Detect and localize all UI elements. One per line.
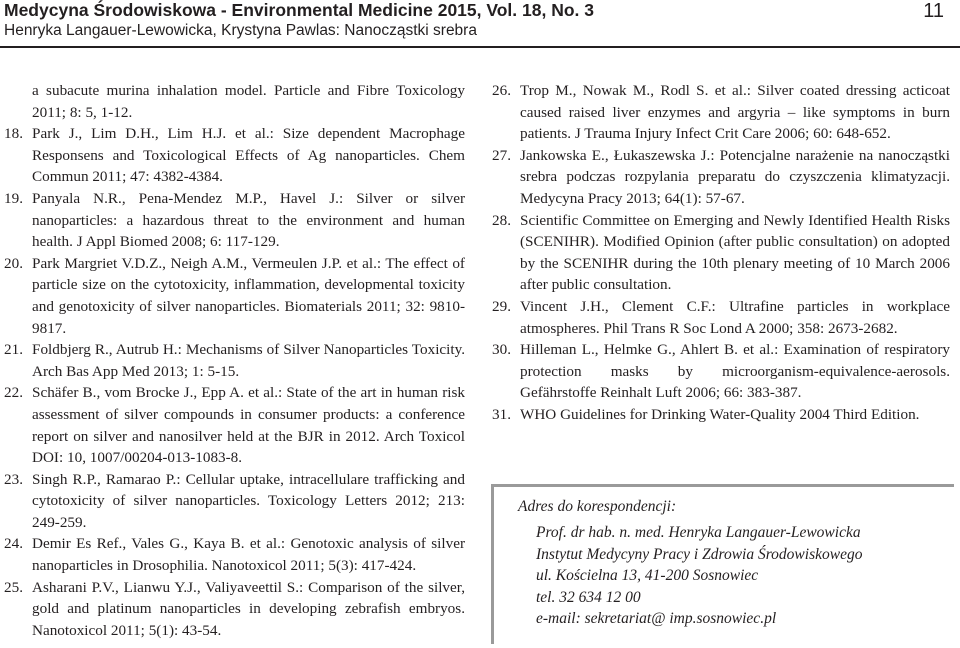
correspondence-phone: tel. 32 634 12 00 (536, 588, 641, 606)
journal-title: Medycyna Środowiskowa - Environmental Medicine 2015, Vol. 18, No. 3 (4, 0, 594, 20)
reference-20: 20. Park Margriet V.D.Z., Neigh A.M., Vermeulen J.P. et al.: The effect of particle size on the cytotoxicity, inflammation, developmental toxicity and genotoxicity of silver nanoparticles. Biomaterials 2011; 32: 9810-9817. (4, 254, 465, 337)
reference-30: 30. Hilleman L., Helmke G., Ahlert B. et al.: Examination of respiratory protection masks by microorganism-equivalence-aerosols. Gefährstoffe Reinhalt Luft 2006; 66: 383-387. (492, 341, 950, 402)
reference-23: 23. Singh R.P., Ramarao P.: Cellular uptake, intracellulare trafficking and cytotoxicity of silver nanoparticles. Toxicology Letters 2012; 213: 249-259. (4, 470, 465, 531)
left-column (4, 80, 465, 641)
correspondence-address (536, 522, 862, 630)
correspondence-name: Prof. dr hab. n. med. Henryka Langauer-Lewowicka (536, 524, 861, 541)
reference-27: 27. Jankowska E., Łukaszewska J.: Potencjalne narażenie na nanocząstki srebra podczas rozpylania preparatu do czyszczenia klimatyzacji. Medycyna Pracy 2013; 64(1): 57-67. (492, 146, 950, 207)
correspondence-email: e-mail: sekretariat@ imp.sosnowiec.pl (536, 610, 777, 627)
correspondence-heading: Adres do korespondencji: (518, 498, 677, 515)
right-column (492, 80, 950, 426)
reference-18: 18. Park J., Lim D.H., Lim H.J. et al.: Size dependent Macrophage Responsens and Toxicological Effects of Ag nanoparticles. Chem Commun 2011; 47: 4382-4384. (4, 125, 465, 186)
reference-continuation: a subacute murina inhalation model. Particle and Fibre Toxicology 2011; 8: 5, 1-12. (32, 82, 465, 121)
page-number: 11 (923, 0, 944, 22)
reference-19: 19. Panyala N.R., Pena-Mendez M.P., Havel J.: Silver or silver nanoparticles: a hazardous threat to the environment and human health. J Appl Biomed 2008; 6: 117-129. (4, 189, 465, 251)
reference-26: 26. Trop M., Nowak M., Rodl S. et al.: Silver coated dressing acticoat caused raised liver enzymes and argyria – like symptoms in burn patients. J Trauma Injury Infect Crit Care 2006; 60: 648-652. (492, 82, 950, 143)
reference-21: 21. Foldbjerg R., Autrub H.: Mechanisms of Silver Nanoparticles Toxicity. Arch Bas App Med 2013; 1: 5-15. (4, 341, 465, 380)
reference-24: 24. Demir Es Ref., Vales G., Kaya B. et al.: Genotoxic analysis of silver nanoparticles in Drosophilia. Nanotoxicol 2011; 5(3): 417-424. (4, 535, 465, 575)
reference-28: 28. Scientific Committee on Emerging and Newly Identified Health Risks (SCENIHR). Modified Opinion (after public consultation) on adopted by the SCENIHR during the 10th plenary meeting of 10 March 2006 after public consultation. (492, 211, 950, 294)
reference-31: 31. WHO Guidelines for Drinking Water-Quality 2004 Third Edition. (492, 405, 920, 423)
correspondence-institute: Instytut Medycyny Pracy i Zdrowia Środowiskowego (536, 545, 863, 563)
running-head-authors: Henryka Langauer-Lewowicka, Krystyna Pawlas: Nanocząstki srebra (4, 22, 477, 39)
correspondence-street: ul. Kościelna 13, 41-200 Sosnowiec (536, 567, 759, 584)
reference-29: 29. Vincent J.H., Clement C.F.: Ultrafine particles in workplace atmospheres. Phil Trans R Soc Lond A 2000; 358: 2673-2682. (492, 297, 950, 337)
header-divider (0, 46, 960, 48)
reference-22: 22. Schäfer B., vom Brocke J., Epp A. et al.: State of the art in human risk assessment of silver compounds in consumer products: a conference report on silver and nanosilver held at the BJR in 2012. Arch Toxicol DOI: 10, 1007/00204-013-1083-8. (4, 384, 465, 467)
reference-25: 25. Asharani P.V., Lianwu Y.J., Valiyaveettil S.: Comparison of the silver, gold and platinum nanoparticles in developing zebrafish embryos. Nanotoxicol 2011; 5(1): 43-54. (4, 578, 465, 639)
